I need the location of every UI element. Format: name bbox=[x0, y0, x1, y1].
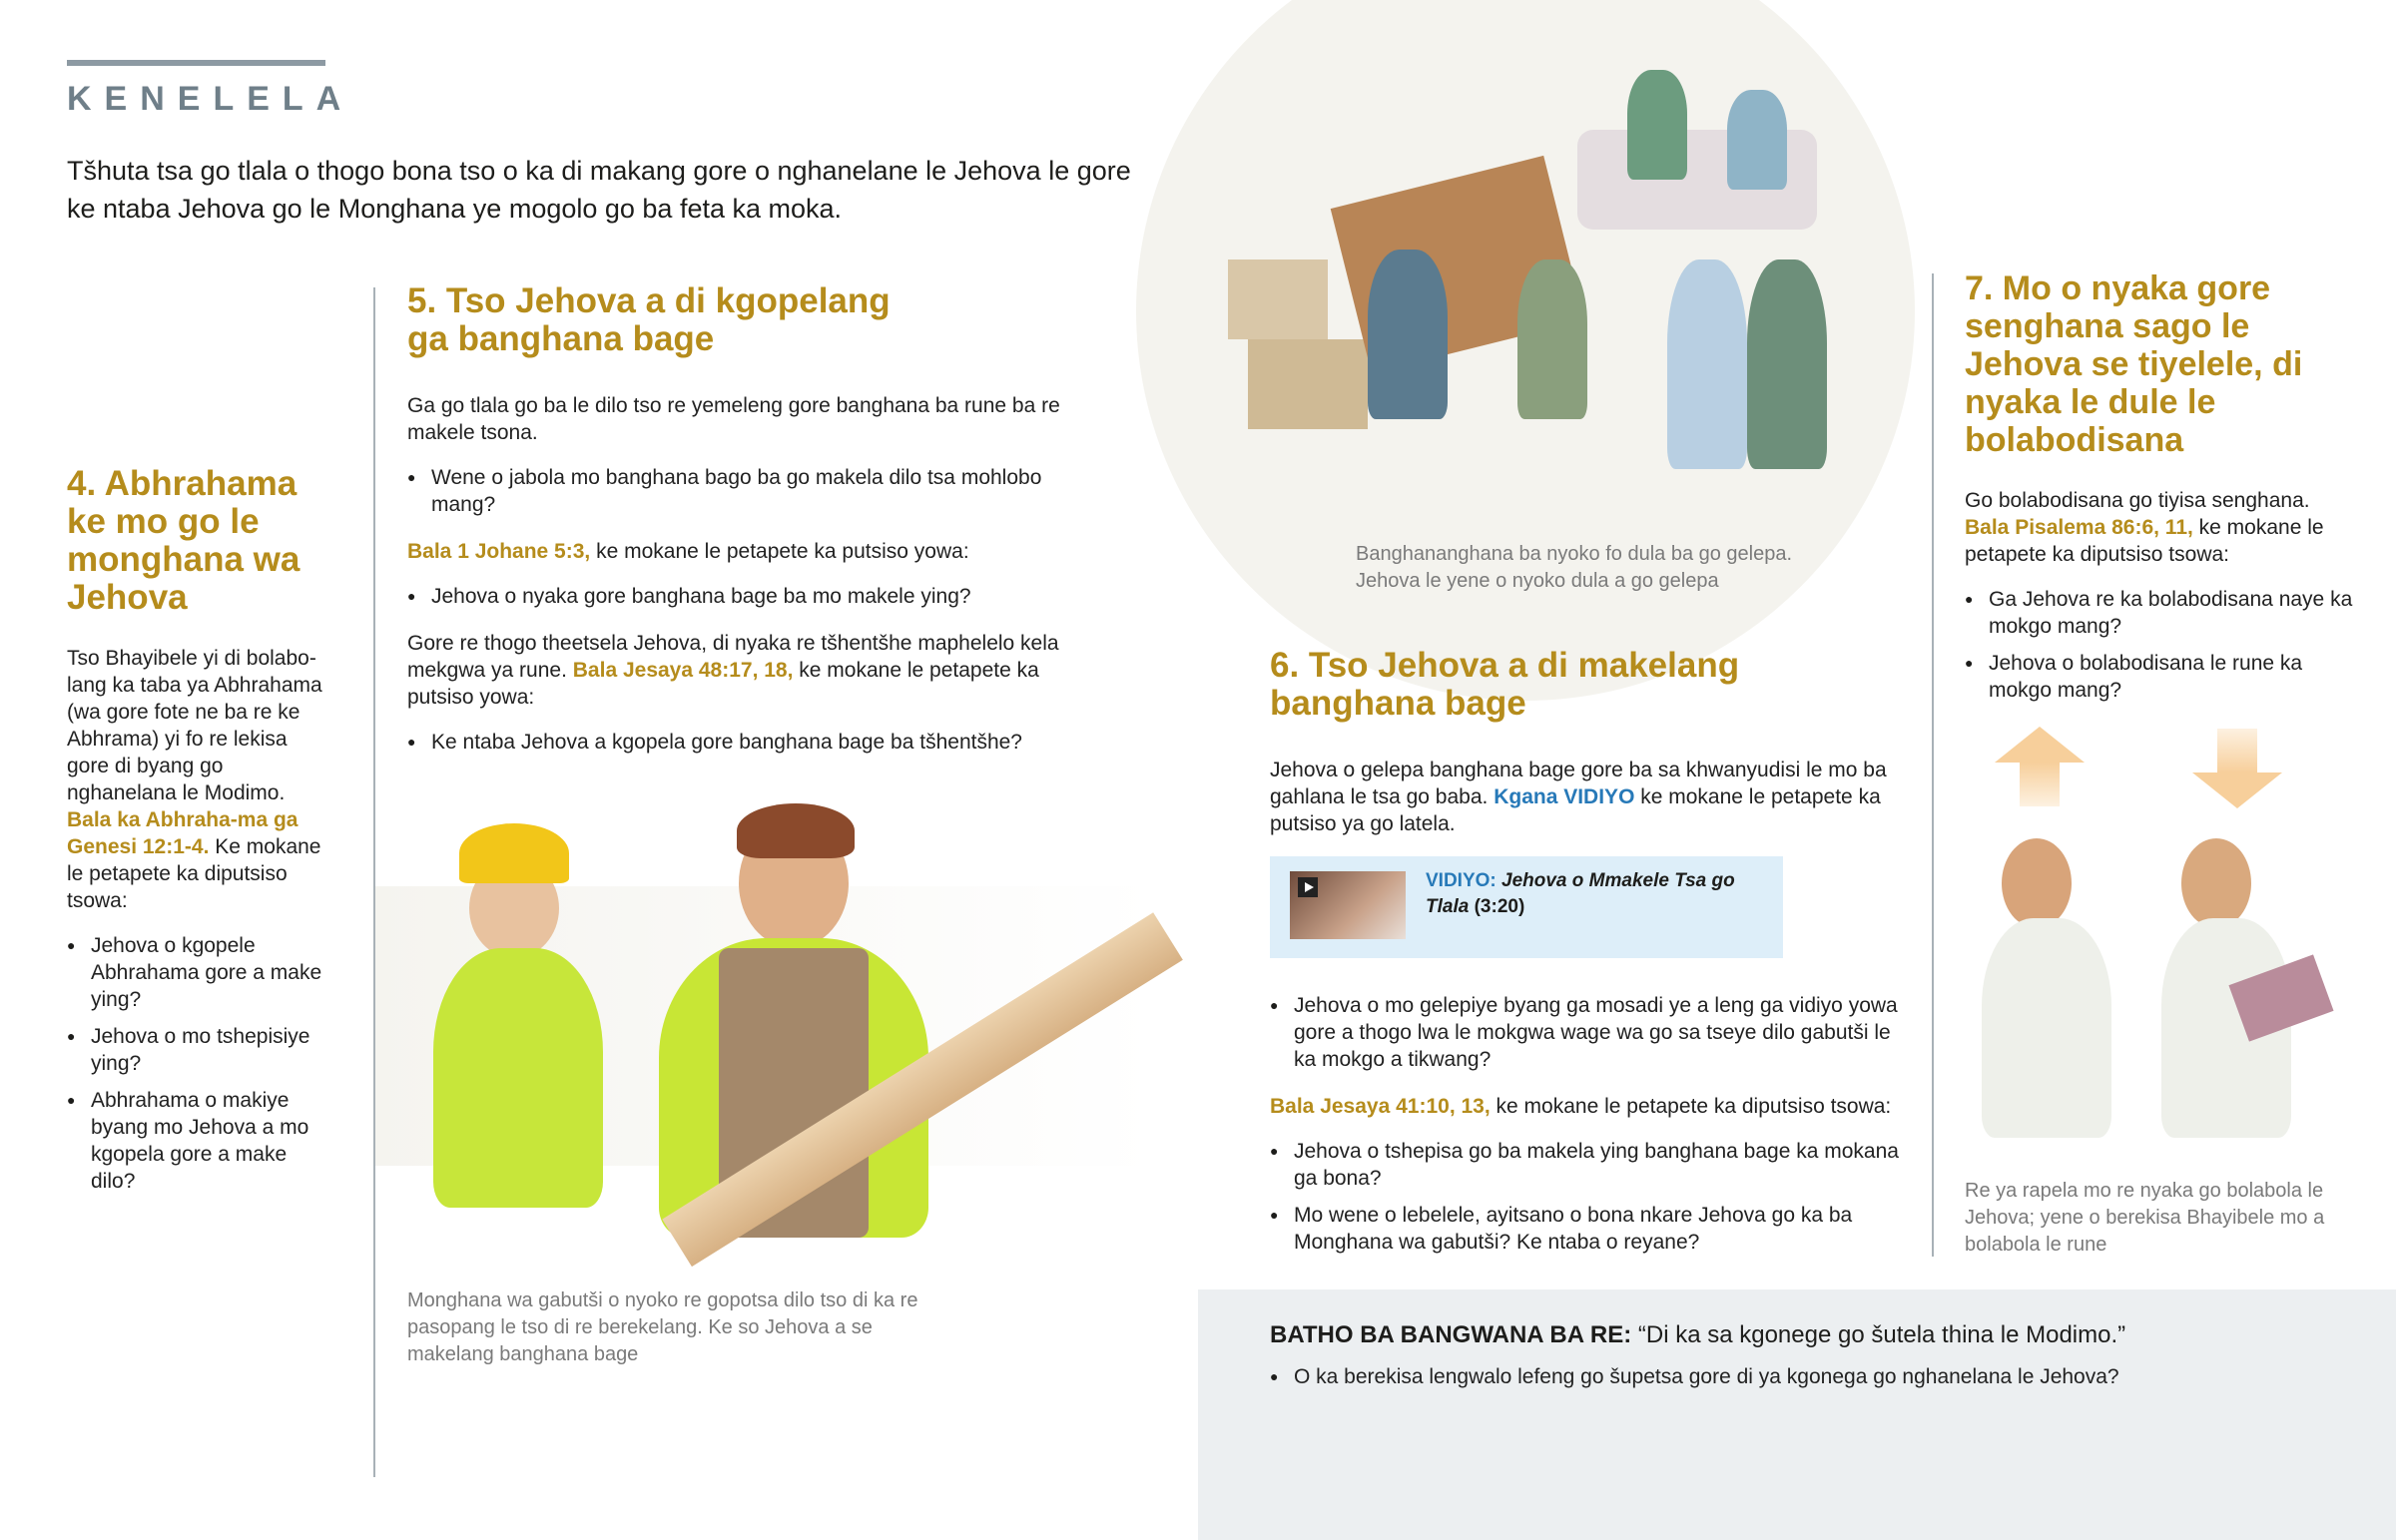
video-link[interactable]: Kgana VIDIYO bbox=[1494, 785, 1635, 808]
question-item: ● Jehova o mo tshepisiye ying? bbox=[67, 1023, 326, 1077]
others-say-quote: “Di ka sa kgonege go šutela thina le Modimo.” bbox=[1637, 1321, 2126, 1348]
section-4 bbox=[67, 465, 326, 1215]
column-divider bbox=[373, 287, 375, 1477]
section-6-paragraph: Jehova o gelepa banghana bage gore ba sa khwanyudisi le mo ba gahlana le tsa go baba. bbox=[1270, 759, 1887, 808]
section-4-body bbox=[67, 645, 326, 1195]
play-icon[interactable] bbox=[1298, 877, 1318, 897]
friends-caption: Banghananghana ba nyoko fo dula ba go gelepa. Jehova le yene o nyoko dula a go gelepa bbox=[1356, 543, 1793, 592]
intro-text: Tšhuta tsa go tlala o thogo bona tso o ka di makang gore o nghanelane le Jehova le gore ke ntaba Jehova go le Monghana ye mogolo go ba feta ka moka. bbox=[67, 156, 1131, 224]
arrow-down-icon bbox=[2192, 729, 2282, 808]
workers-illustration bbox=[419, 798, 1158, 1268]
section-7-body bbox=[1965, 487, 2354, 704]
question-item: ● Jehova o bolabodisana le rune ka mokgo mang? bbox=[1965, 650, 2354, 704]
section-4-paragraph: Tso Bhayibele yi di bolabo-lang ka taba ya Abhrahama (wa gore fote ne ba re ke Abhrama) yi fo re lekisa gore di byang go nghanelana le Modimo. bbox=[67, 647, 322, 804]
prayer-reading-illustration bbox=[1977, 828, 2376, 1148]
question-item: ● O ka berekisa lengwalo lefeng go šupetsa gore di ya kgonega go nghanelana le Jehova? bbox=[1270, 1363, 2368, 1390]
friends-illustration bbox=[1228, 60, 1867, 529]
section-6-body bbox=[1270, 757, 1909, 837]
section-7-title: 7. Mo o nyaka gore senghana sago le Jehova se tiyelele, di nyaka le dule le bolabodisana bbox=[1965, 269, 2303, 459]
section-5-paragraph: ke mokane le petapete ka putsiso yowa: bbox=[407, 659, 1039, 709]
section-5-paragraph: ke mokane le petapete ka putsiso yowa: bbox=[596, 540, 969, 563]
workers-caption: Monghana wa gabutši o nyoko re gopotsa dilo tso di ka re pasopang le tso di re berekelang. Ke so Jehova a se makelang banghana bage bbox=[407, 1289, 918, 1365]
section-6-title: 6. Tso Jehova a di makelang banghana bage bbox=[1270, 646, 1740, 723]
question-item: ● Jehova o tshepisa go ba makela ying banghana bage ka mokana ga bona? bbox=[1270, 1138, 1909, 1192]
others-say bbox=[1270, 1319, 2368, 1351]
header-rule bbox=[67, 60, 325, 66]
arrow-up-icon bbox=[1995, 727, 2085, 806]
section-5 bbox=[407, 282, 1086, 775]
section-6 bbox=[1270, 647, 1909, 855]
question-item: ● Abhrahama o makiye byang mo Jehova a mo kgopela gore a make dilo? bbox=[67, 1087, 326, 1195]
scripture-link[interactable]: Bala Jesaya 41:10, 13, bbox=[1270, 1095, 1491, 1118]
section-6-paragraph: ke mokane le petapete ka diputsiso tsowa: bbox=[1496, 1095, 1892, 1118]
others-say-question bbox=[1270, 1363, 2368, 1410]
video-duration: (3:20) bbox=[1474, 896, 1525, 917]
question-item: ● Ga Jehova re ka bolabodisana naye ka mokgo mang? bbox=[1965, 586, 2354, 640]
section-4-questions bbox=[67, 932, 326, 1195]
question-item: ● Jehova o kgopele Abhrahama gore a make ying? bbox=[67, 932, 326, 1013]
section-7-paragraph: Go bolabodisana go tiyisa senghana. bbox=[1965, 489, 2310, 512]
section-kicker: KENELELA bbox=[67, 80, 354, 118]
question-item: ● Mo wene o lebelele, ayitsano o bona nkare Jehova go ka ba Monghana wa gabutši? Ke ntaba o reyane? bbox=[1270, 1202, 1909, 1256]
section-5-title: 5. Tso Jehova a di kgopelang ga banghana bage bbox=[407, 281, 891, 358]
section-4-paragraph-post: Ke mokane le petapete ka diputsiso tsowa: bbox=[67, 835, 321, 912]
scripture-link[interactable]: Bala Pisalema 86:6, 11, bbox=[1965, 516, 2193, 539]
column-divider bbox=[1932, 273, 1934, 1257]
section-6-paragraph: ke mokane le petapete ka putsiso ya go latela. bbox=[1270, 785, 1881, 835]
question-item: ● Ke ntaba Jehova a kgopela gore banghana bage ba tšhentšhe? bbox=[407, 729, 1086, 756]
video-label: VIDIYO: bbox=[1426, 870, 1497, 891]
others-say-lead: BATHO BA BANGWANA BA RE: bbox=[1270, 1321, 1632, 1348]
section-6-body-cont bbox=[1270, 992, 1909, 1276]
prayer-caption: Re ya rapela mo re nyaka go bolabola le Jehova; yene o berekisa Bhayibele mo a bolabola le rune bbox=[1965, 1180, 2325, 1256]
section-5-paragraph: Ga go tlala go ba le dilo tso re yemeleng gore banghana ba rune ba re makele tsona. bbox=[407, 394, 1060, 444]
section-7 bbox=[1965, 269, 2354, 724]
scripture-link[interactable]: Bala 1 Johane 5:3, bbox=[407, 540, 591, 563]
section-4-title: 4. Abhrahama ke mo go le monghana wa Jehova bbox=[67, 464, 300, 617]
question-item: ● Wene o jabola mo banghana bago ba go makela dilo tsa mohlobo mang? bbox=[407, 464, 1086, 518]
question-item: ● Jehova o nyaka gore banghana bage ba mo makele ying? bbox=[407, 583, 1086, 610]
section-5-body bbox=[407, 392, 1086, 756]
section-5-paragraph: Gore re thogo theetsela Jehova, di nyaka re tšhentšhe maphelelo kela mekgwa ya rune. bbox=[407, 632, 1059, 682]
video-info[interactable] bbox=[1426, 868, 1765, 920]
section-7-paragraph: ke mokane le petapete ka diputsiso tsowa: bbox=[1965, 516, 2324, 566]
scripture-link[interactable]: Bala Jesaya 48:17, 18, bbox=[572, 659, 794, 682]
question-item: ● Jehova o mo gelepiye byang ga mosadi ye a leng ga vidiyo yowa gore a thogo lwa le mokgwa wage wa go sa tseye dilo gabutši le ka mokgo a tikwang? bbox=[1270, 992, 1909, 1073]
video-title: Jehova o Mmakele Tsa go Tlala bbox=[1426, 870, 1735, 917]
scripture-link[interactable]: Bala ka Abhraha-ma ga Genesi 12:1-4. bbox=[67, 808, 299, 858]
